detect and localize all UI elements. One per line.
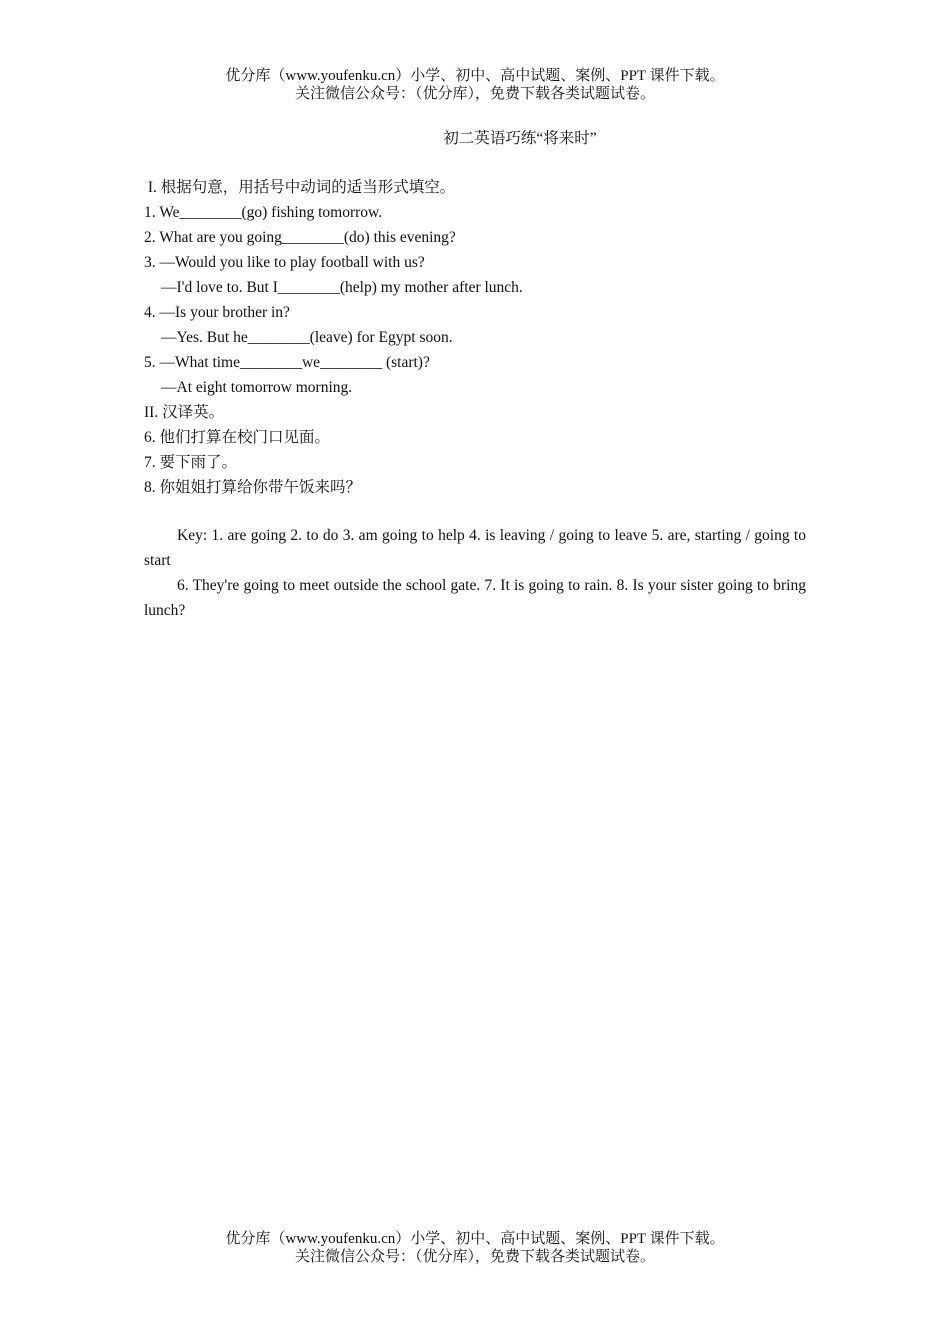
section-1-heading: I. 根据句意，用括号中动词的适当形式填空。 xyxy=(144,179,456,196)
question-5-reply: —At eight tomorrow morning. xyxy=(161,379,353,396)
question-4-reply: —Yes. But he________(leave) for Egypt soon. xyxy=(161,329,453,346)
header-line-2: 关注微信公众号：（优分库），免费下载各类试题试卷。 xyxy=(294,86,655,102)
question-6: 6. 他们打算在校门口见面。 xyxy=(144,429,331,446)
answer-key-part-1: Key: 1. are going 2. to do 3. am going to help 4. is leaving / going to leave 5. are, starting / going to start xyxy=(144,527,806,569)
header-line-1: 优分库（www.youfenku.cn）小学、初中、高中试题、案例、PPT 课件下载。 xyxy=(225,68,725,84)
question-3-reply: —I'd love to. But I________(help) my mother after lunch. xyxy=(161,279,523,296)
question-7: 7. 要下雨了。 xyxy=(144,454,238,471)
question-3: 3. —Would you like to play football with us? xyxy=(144,254,425,271)
footer-line-2: 关注微信公众号：（优分库），免费下载各类试题试卷。 xyxy=(294,1249,655,1265)
question-5: 5. —What time________we________ (start)? xyxy=(144,354,430,371)
question-4: 4. —Is your brother in? xyxy=(144,304,290,321)
exercise-body xyxy=(144,175,806,500)
answer-key xyxy=(144,523,806,623)
answer-key-part-2: 6. They're going to meet outside the school gate. 7. It is going to rain. 8. Is your sister going to bring lunch? xyxy=(144,577,806,619)
footer-line-1: 优分库（www.youfenku.cn）小学、初中、高中试题、案例、PPT 课件下载。 xyxy=(225,1231,725,1247)
page-header xyxy=(0,67,950,103)
question-2: 2. What are you going________(do) this evening? xyxy=(144,229,456,246)
section-2-heading: II. 汉译英。 xyxy=(144,404,225,421)
page-footer xyxy=(0,1230,950,1266)
document-title: 初二英语巧练“将来时” xyxy=(443,130,597,147)
question-8: 8. 你姐姐打算给你带午饭来吗？ xyxy=(144,479,362,496)
question-1: 1. We________(go) fishing tomorrow. xyxy=(144,204,383,221)
